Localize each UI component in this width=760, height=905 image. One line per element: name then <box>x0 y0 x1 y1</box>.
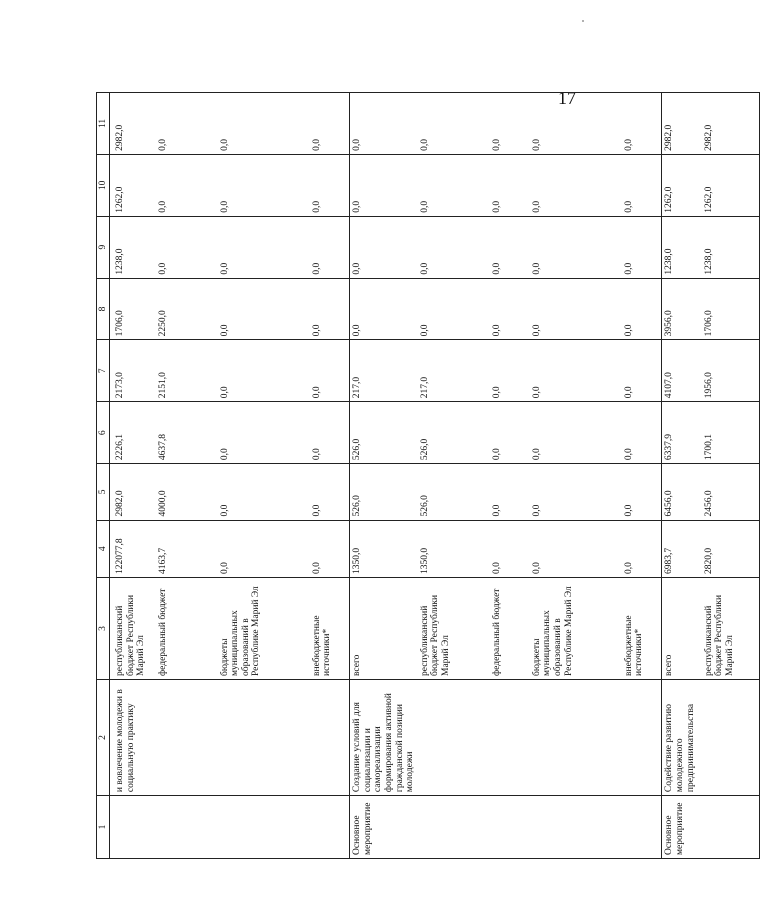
value-cell: 6456,0 <box>662 464 702 520</box>
value-cell: 0,0 <box>490 520 530 578</box>
value-cell: 4163,7 <box>156 520 218 578</box>
value-cell: 0,0 <box>530 402 622 464</box>
value-cell: 0,0 <box>490 216 530 278</box>
header-cell: 10 <box>97 154 110 216</box>
value-cell: 0,0 <box>218 216 310 278</box>
value-cell: 1238,0 <box>110 216 156 278</box>
event-type-cell <box>622 796 662 859</box>
value-cell: 1238,0 <box>662 216 702 278</box>
value-cell: 0,0 <box>418 278 490 340</box>
value-cell: 526,0 <box>418 464 490 520</box>
value-cell: 4637,8 <box>156 402 218 464</box>
header-cell: 4 <box>97 520 110 578</box>
header-cell: 5 <box>97 464 110 520</box>
value-cell: 2151,0 <box>156 340 218 402</box>
funding-source-cell: внебюджетные источники* <box>310 578 350 680</box>
event-type-cell <box>156 796 218 859</box>
value-cell: 0,0 <box>218 464 310 520</box>
event-name-cell <box>218 680 310 796</box>
value-cell: 1262,0 <box>110 154 156 216</box>
header-cell: 8 <box>97 278 110 340</box>
value-cell: 2173,0 <box>110 340 156 402</box>
value-cell: 0,0 <box>218 520 310 578</box>
funding-source-cell: внебюджетные источники* <box>622 578 662 680</box>
event-type-cell <box>110 796 156 859</box>
header-cell: 9 <box>97 216 110 278</box>
value-cell: 0,0 <box>310 340 350 402</box>
header-cell: 1 <box>97 796 110 859</box>
value-cell: 1706,0 <box>110 278 156 340</box>
value-cell: 0,0 <box>530 216 622 278</box>
table-body <box>110 93 760 859</box>
value-cell: 1700,1 <box>702 402 760 464</box>
value-cell: 0,0 <box>622 402 662 464</box>
value-cell: 2250,0 <box>156 278 218 340</box>
event-name-cell <box>622 680 662 796</box>
value-cell: 3956,0 <box>662 278 702 340</box>
table-row <box>156 93 218 859</box>
value-cell: 4107,0 <box>662 340 702 402</box>
table-row <box>530 93 622 859</box>
value-cell: 1238,0 <box>702 216 760 278</box>
value-cell: 0,0 <box>530 340 622 402</box>
value-cell: 0,0 <box>622 464 662 520</box>
value-cell: 0,0 <box>418 154 490 216</box>
header-cell: 11 <box>97 93 110 155</box>
value-cell: 0,0 <box>350 216 418 278</box>
value-cell: 1956,0 <box>702 340 760 402</box>
value-cell: 0,0 <box>490 154 530 216</box>
event-name-cell <box>156 680 218 796</box>
funding-source-cell: федеральный бюджет <box>156 578 218 680</box>
value-cell: 0,0 <box>218 93 310 155</box>
header-cell: 7 <box>97 340 110 402</box>
value-cell: 122077,8 <box>110 520 156 578</box>
event-name-cell <box>418 680 490 796</box>
value-cell: 2456,0 <box>702 464 760 520</box>
value-cell: 0,0 <box>310 464 350 520</box>
value-cell: 0,0 <box>218 402 310 464</box>
value-cell: 1350,0 <box>350 520 418 578</box>
table-row <box>218 93 310 859</box>
funding-source-cell: республиканский бюджет Республики Марий Эл <box>110 578 156 680</box>
value-cell: 0,0 <box>310 402 350 464</box>
value-cell: 526,0 <box>350 464 418 520</box>
value-cell: 2982,0 <box>662 93 702 155</box>
funding-source-cell: всего <box>662 578 702 680</box>
value-cell: 0,0 <box>350 154 418 216</box>
value-cell: 4000,0 <box>156 464 218 520</box>
event-name-cell <box>310 680 350 796</box>
table-row <box>310 93 350 859</box>
value-cell: 0,0 <box>310 278 350 340</box>
value-cell: 2226,1 <box>110 402 156 464</box>
value-cell: 0,0 <box>490 278 530 340</box>
table-row <box>702 93 760 859</box>
value-cell: 0,0 <box>490 464 530 520</box>
table-row <box>662 93 702 859</box>
page-number: 17 <box>558 88 576 108</box>
value-cell: 0,0 <box>418 216 490 278</box>
event-type-cell <box>418 796 490 859</box>
event-type-cell <box>218 796 310 859</box>
value-cell: 2982,0 <box>110 464 156 520</box>
value-cell: 0,0 <box>490 340 530 402</box>
event-type-cell: Основное мероприятие <box>350 796 418 859</box>
table-row <box>490 93 530 859</box>
value-cell: 0,0 <box>218 154 310 216</box>
value-cell: 217,0 <box>350 340 418 402</box>
budget-table <box>96 92 760 859</box>
funding-source-cell: республиканский бюджет Республики Марий Эл <box>702 578 760 680</box>
value-cell: 1706,0 <box>702 278 760 340</box>
event-type-cell <box>490 796 530 859</box>
value-cell: 0,0 <box>530 154 622 216</box>
value-cell: 0,0 <box>310 93 350 155</box>
event-type-cell <box>702 796 760 859</box>
value-cell: 1350,0 <box>418 520 490 578</box>
value-cell: 526,0 <box>350 402 418 464</box>
value-cell: 0,0 <box>622 278 662 340</box>
value-cell: 0,0 <box>530 93 622 155</box>
table-row <box>350 93 418 859</box>
event-name-cell <box>490 680 530 796</box>
value-cell: 0,0 <box>350 278 418 340</box>
value-cell: 217,0 <box>418 340 490 402</box>
funding-source-cell: бюджеты муниципальных образований в Республике Марий Эл <box>218 578 310 680</box>
scan-speck <box>582 20 584 22</box>
event-name-cell <box>702 680 760 796</box>
value-cell: 0,0 <box>310 154 350 216</box>
value-cell: 0,0 <box>530 464 622 520</box>
value-cell: 0,0 <box>490 402 530 464</box>
value-cell: 0,0 <box>622 216 662 278</box>
value-cell: 0,0 <box>530 278 622 340</box>
header-cell: 2 <box>97 680 110 796</box>
header-cell: 6 <box>97 402 110 464</box>
event-name-cell: Создание условий для социализации и самореализации формирования активной гражданской позиции молодежи <box>350 680 418 796</box>
event-type-cell <box>310 796 350 859</box>
value-cell: 0,0 <box>310 216 350 278</box>
value-cell: 1262,0 <box>702 154 760 216</box>
event-name-cell: и вовлечение молодежи в социальную практику <box>110 680 156 796</box>
value-cell: 0,0 <box>622 520 662 578</box>
value-cell: 0,0 <box>156 154 218 216</box>
value-cell: 0,0 <box>530 520 622 578</box>
table-row <box>418 93 490 859</box>
value-cell: 6337,9 <box>662 402 702 464</box>
value-cell: 0,0 <box>622 340 662 402</box>
value-cell: 0,0 <box>218 340 310 402</box>
value-cell: 1262,0 <box>662 154 702 216</box>
table-row <box>110 93 156 859</box>
funding-source-cell: республиканский бюджет Республики Марий Эл <box>418 578 490 680</box>
rotated-table-wrapper <box>96 92 735 859</box>
event-name-cell: Содействие развитию молодежного предпринимательства <box>662 680 702 796</box>
funding-source-cell: бюджеты муниципальных образований в Республике Марий Эл <box>530 578 622 680</box>
event-type-cell: Основное мероприятие <box>662 796 702 859</box>
value-cell: 2820,0 <box>702 520 760 578</box>
value-cell: 526,0 <box>418 402 490 464</box>
event-name-cell <box>530 680 622 796</box>
value-cell: 0,0 <box>156 216 218 278</box>
value-cell: 6983,7 <box>662 520 702 578</box>
value-cell: 0,0 <box>218 278 310 340</box>
value-cell: 0,0 <box>490 93 530 155</box>
table-row <box>622 93 662 859</box>
value-cell: 0,0 <box>622 154 662 216</box>
header-row <box>97 93 110 859</box>
event-type-cell <box>530 796 622 859</box>
value-cell: 0,0 <box>310 520 350 578</box>
value-cell: 2982,0 <box>110 93 156 155</box>
value-cell: 0,0 <box>622 93 662 155</box>
value-cell: 0,0 <box>350 93 418 155</box>
header-cell: 3 <box>97 578 110 680</box>
funding-source-cell: всего <box>350 578 418 680</box>
funding-source-cell: федеральный бюджет <box>490 578 530 680</box>
value-cell: 0,0 <box>156 93 218 155</box>
value-cell: 0,0 <box>418 93 490 155</box>
value-cell: 2982,0 <box>702 93 760 155</box>
